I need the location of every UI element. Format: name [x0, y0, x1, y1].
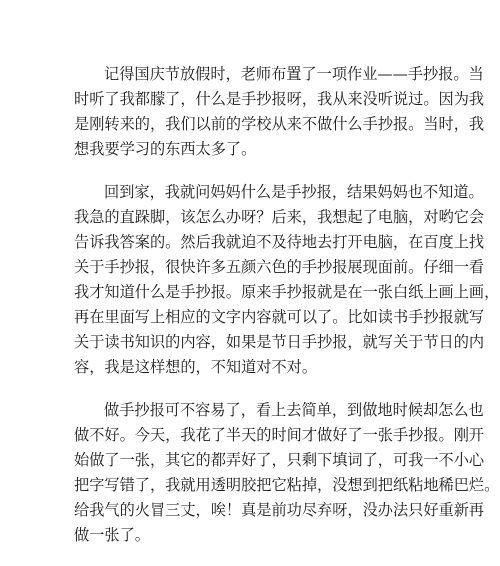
text-line: 关于手抄报，很快许多五颜六色的手抄报展现面前。仔细一看 — [74, 258, 485, 276]
paragraph-2 — [74, 180, 500, 380]
essay-body — [74, 62, 500, 566]
text-line: 始做了一张，其它的都弄好了，只剩下填词了，可我一不小心 — [74, 451, 485, 469]
text-line: 做一张了。 — [74, 526, 150, 544]
text-line: 把字写错了，我就用透明胶把它粘掉，没想到把纸粘地稀巴烂。 — [74, 476, 500, 494]
text-line: 给我气的火冒三丈，唉！真是前功尽弃呀，没办法只好重新再 — [74, 501, 485, 519]
text-line: 再在里面写上相应的文字内容就可以了。比如读书手抄报就写 — [74, 308, 485, 326]
text-line: 关于读书知识的内容，如果是节日手抄报，就写关于节日的内 — [74, 333, 485, 351]
text-line: 做手抄报可不容易了，看上去简单，到做地时候却怎么也 — [104, 401, 484, 419]
text-line: 我才知道什么是手抄报。原来手抄报就是在一张白纸上画上画， — [74, 283, 500, 301]
text-line: 做不好。今天，我花了半天的时间才做好了一张手抄报。刚开 — [74, 426, 485, 444]
text-line: 想我要学习的东西太多了。 — [74, 140, 257, 158]
text-line: 时听了我都朦了，什么是手抄报呀，我从来没听说过。因为我 — [74, 90, 485, 108]
text-line: 是刚转来的，我们以前的学校从来不做什么手抄报。当时，我 — [74, 115, 485, 133]
paragraph-3 — [74, 398, 500, 548]
text-line: 容，我是这样想的，不知道对不对。 — [74, 358, 317, 376]
paragraph-1 — [74, 62, 485, 162]
text-line: 记得国庆节放假时，老师布置了一项作业——手抄报。当 — [104, 65, 484, 83]
text-line: 告诉我答案的。然后我就迫不及待地去打开电脑，在百度上找 — [74, 233, 485, 251]
text-line: 我急的直跺脚，该怎么办呀？后来，我想起了电脑，对哟它会 — [74, 208, 485, 226]
text-line: 回到家，我就问妈妈什么是手抄报，结果妈妈也不知道。 — [104, 183, 484, 201]
